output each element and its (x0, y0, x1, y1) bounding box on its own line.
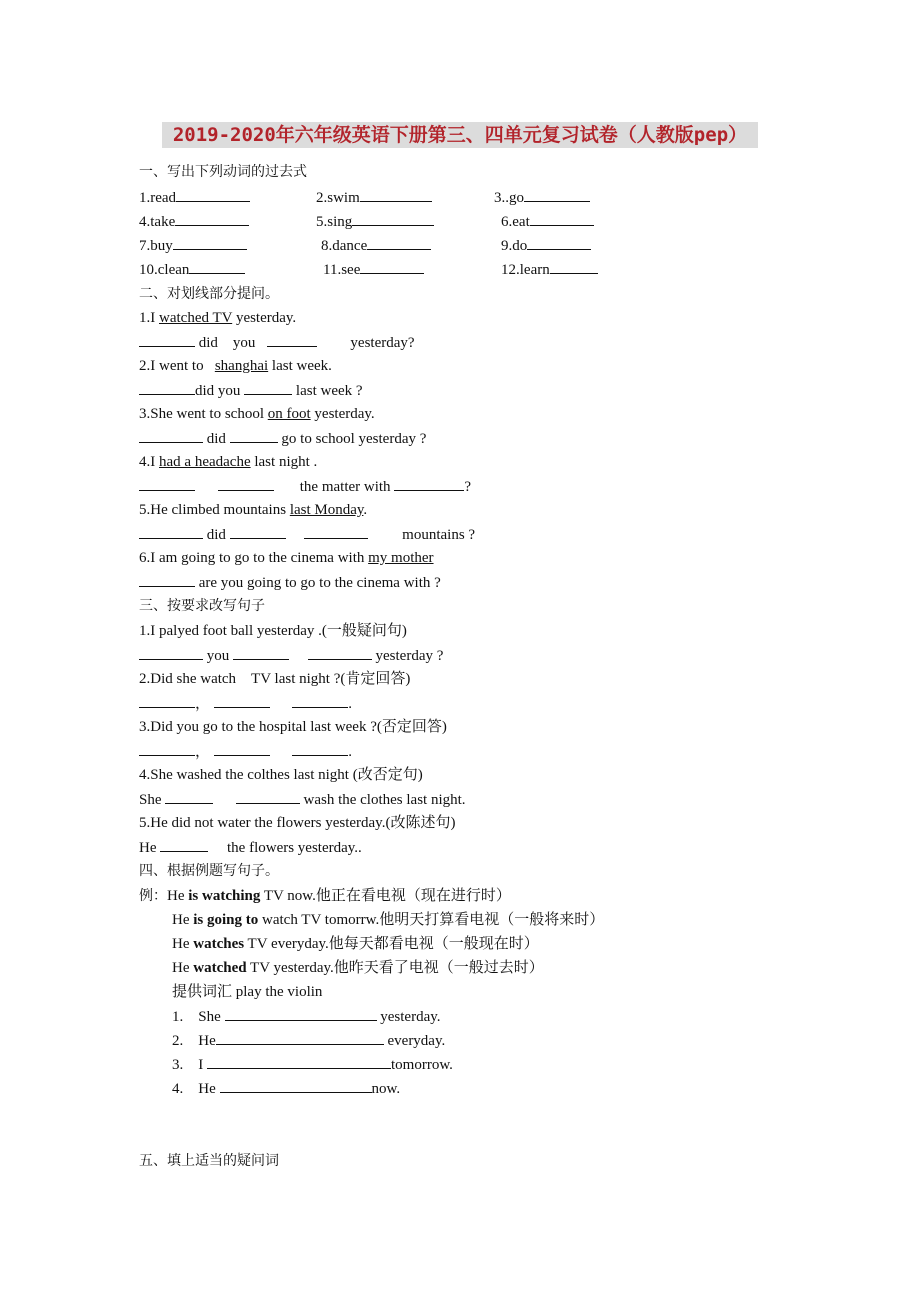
question: 1.I watched TV yesterday. (139, 310, 297, 326)
vocab-line: 提供词汇 play the violin (172, 984, 323, 1000)
verb-item: 12.learn (501, 259, 598, 280)
exercise-item: 1. She yesterday. (172, 1006, 441, 1027)
answer-line: did go to school yesterday ? (139, 428, 426, 449)
example-line: 例：He is watching TV now.他正在看电视（现在进行时） (139, 888, 511, 904)
question: 2.Did she watch TV last night ?(肯定回答) (139, 671, 411, 687)
verb-item: 5.sing (316, 211, 434, 232)
question: 6.I am going to go to the cinema with my mother (139, 550, 434, 566)
section4-heading: 四、根据例题写句子。 (139, 863, 279, 879)
answer-line: you yesterday ? (139, 645, 443, 666)
question: 1.I palyed foot ball yesterday .(一般疑问句) (139, 623, 407, 639)
question: 2.I went to shanghai last week. (139, 358, 332, 374)
section2-heading: 二、对划线部分提问。 (139, 286, 279, 302)
example-line: He watched TV yesterday.他昨天看了电视（一般过去时） (172, 960, 544, 976)
example-line: He is going to watch TV tomorrw.他明天打算看电视（一般将来时） (172, 912, 605, 928)
example-line: He watches TV everyday.他每天都看电视（一般现在时） (172, 936, 539, 952)
section5-heading: 五、填上适当的疑问词 (139, 1153, 279, 1169)
question: 3.She went to school on foot yesterday. (139, 406, 375, 422)
verb-item: 9.do (501, 235, 591, 256)
exercise-item: 4. He now. (172, 1078, 400, 1099)
verb-item: 6.eat (501, 211, 594, 232)
exercise-item: 2. He everyday. (172, 1030, 445, 1051)
answer-line: He the flowers yesterday.. (139, 837, 362, 858)
answer-line: did you yesterday? (139, 332, 415, 353)
question: 3.Did you go to the hospital last week ?(否定回答) (139, 719, 447, 735)
page-title: 2019-2020年六年级英语下册第三、四单元复习试卷（人教版pep） (162, 122, 758, 148)
answer-line: She wash the clothes last night. (139, 789, 466, 810)
question: 5.He climbed mountains last Monday. (139, 502, 368, 518)
answer-line: the matter with ? (139, 476, 471, 497)
answer-line: did mountains ? (139, 524, 475, 545)
verb-item: 4.take (139, 211, 249, 232)
section1-heading: 一、写出下列动词的过去式 (139, 164, 307, 180)
answer-line: ， . (139, 741, 352, 762)
verb-item: 2.swim (316, 187, 432, 208)
section3-heading: 三、按要求改写句子 (139, 598, 265, 614)
answer-line: ， . (139, 693, 352, 714)
question: 4.She washed the colthes last night (改否定句) (139, 767, 423, 783)
exercise-item: 3. I tomorrow. (172, 1054, 453, 1075)
verb-item: 10.clean (139, 259, 245, 280)
answer-line: are you going to go to the cinema with ? (139, 572, 441, 593)
verb-item: 8.dance (321, 235, 431, 256)
question: 4.I had a headache last night . (139, 454, 318, 470)
verb-item: 3..go (494, 187, 590, 208)
question: 5.He did not water the flowers yesterday.(改陈述句) (139, 815, 456, 831)
verb-item: 7.buy (139, 235, 247, 256)
answer-line: did you last week ? (139, 380, 363, 401)
verb-item: 11.see (323, 259, 424, 280)
verb-item: 1.read (139, 187, 250, 208)
